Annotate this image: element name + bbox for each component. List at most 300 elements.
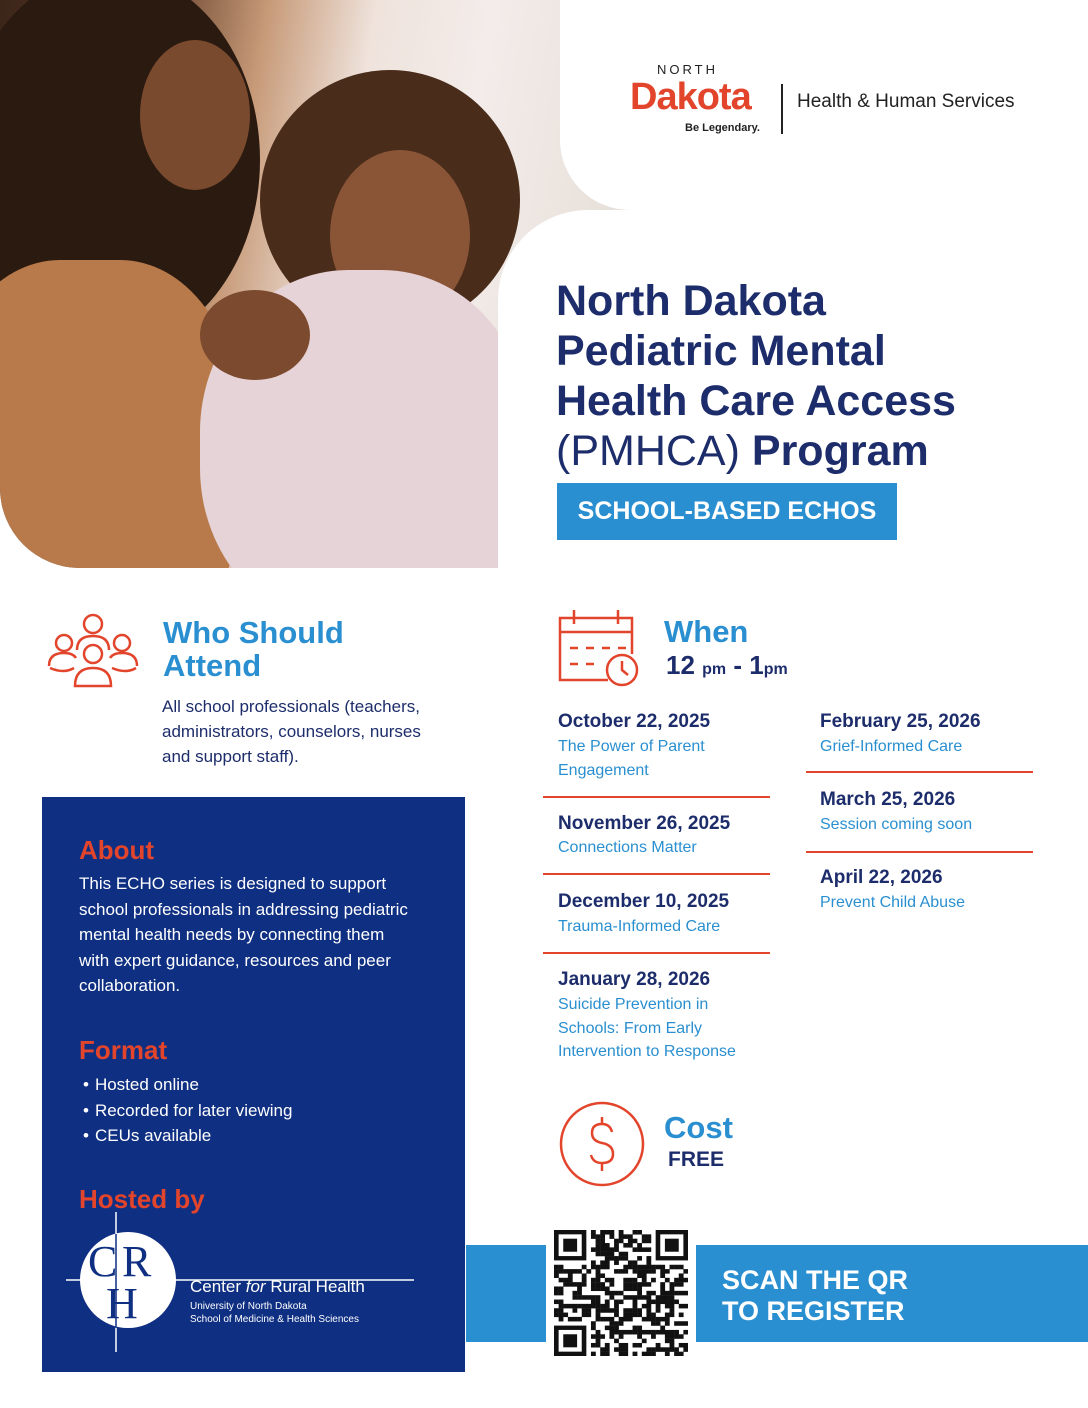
qr-module <box>633 1260 638 1265</box>
qr-module <box>614 1260 619 1265</box>
qr-module <box>609 1252 614 1257</box>
qr-module <box>554 1269 559 1274</box>
qr-module <box>623 1313 628 1318</box>
qr-module <box>591 1260 596 1265</box>
qr-module <box>623 1234 628 1239</box>
qr-module <box>609 1321 614 1326</box>
format-item: • CEUs available <box>83 1123 292 1149</box>
qr-module <box>665 1321 670 1326</box>
qr-module <box>605 1247 610 1252</box>
qr-module <box>660 1300 665 1305</box>
qr-module <box>656 1304 661 1309</box>
qr-module <box>679 1313 684 1318</box>
session-topic: The Power of Parent Engagement <box>558 738 705 779</box>
qr-module <box>596 1234 601 1239</box>
qr-module <box>623 1343 628 1348</box>
qr-module <box>651 1334 656 1339</box>
qr-module <box>651 1291 656 1296</box>
qr-module <box>591 1343 596 1348</box>
qr-module <box>646 1269 651 1274</box>
people-group-icon <box>44 610 142 690</box>
crh-name-part: Rural Health <box>265 1277 365 1296</box>
qr-module <box>670 1304 675 1309</box>
qr-module <box>683 1347 688 1352</box>
qr-module <box>619 1230 624 1235</box>
qr-module <box>623 1278 628 1283</box>
qr-module <box>646 1330 651 1335</box>
qr-module <box>582 1304 587 1309</box>
qr-module <box>614 1291 619 1296</box>
qr-module <box>582 1282 587 1287</box>
session-topic: Connections Matter <box>558 839 697 856</box>
qr-module <box>559 1313 564 1318</box>
qr-module <box>660 1286 665 1291</box>
qr-module <box>596 1343 601 1348</box>
qr-module <box>559 1304 564 1309</box>
qr-module <box>563 1313 568 1318</box>
qr-code[interactable] <box>554 1230 688 1356</box>
qr-module <box>596 1282 601 1287</box>
qr-module <box>614 1313 619 1318</box>
qr-module <box>642 1339 647 1344</box>
qr-module <box>651 1352 656 1356</box>
qr-module <box>623 1308 628 1313</box>
qr-module <box>596 1247 601 1252</box>
qr-module <box>674 1300 679 1305</box>
qr-module <box>591 1282 596 1287</box>
qr-module <box>577 1291 582 1296</box>
time-end: 1 <box>749 650 764 680</box>
qr-module <box>670 1282 675 1287</box>
qr-module <box>600 1317 605 1322</box>
qr-module <box>623 1256 628 1261</box>
qr-module <box>600 1286 605 1291</box>
qr-module <box>596 1252 601 1257</box>
qr-module <box>596 1308 601 1313</box>
qr-module <box>665 1269 670 1274</box>
register-line-2: TO REGISTER <box>722 1296 905 1326</box>
qr-module <box>554 1286 559 1291</box>
session-date: October 22, 2025 <box>558 711 711 732</box>
qr-module <box>582 1308 587 1313</box>
page-title <box>556 276 1056 476</box>
qr-module <box>582 1295 587 1300</box>
qr-module <box>670 1286 675 1291</box>
qr-module <box>577 1282 582 1287</box>
qr-module <box>642 1269 647 1274</box>
qr-module <box>600 1308 605 1313</box>
qr-module <box>596 1300 601 1305</box>
qr-module <box>623 1286 628 1291</box>
qr-module <box>619 1347 624 1352</box>
qr-module <box>596 1295 601 1300</box>
qr-module <box>572 1308 577 1313</box>
qr-module <box>642 1278 647 1283</box>
qr-module <box>633 1269 638 1274</box>
qr-module <box>628 1265 633 1270</box>
qr-module <box>582 1313 587 1318</box>
qr-module <box>674 1282 679 1287</box>
cost-value: FREE <box>668 1148 725 1171</box>
qr-module <box>656 1265 661 1270</box>
qr-module <box>605 1230 610 1235</box>
qr-module <box>605 1304 610 1309</box>
qr-module <box>614 1269 619 1274</box>
qr-module <box>619 1330 624 1335</box>
qr-module <box>651 1330 656 1335</box>
qr-module <box>633 1330 638 1335</box>
qr-module <box>600 1252 605 1257</box>
crh-letter-c: C <box>88 1237 118 1286</box>
session-topic: Session coming soon <box>820 816 973 833</box>
qr-module <box>586 1304 591 1309</box>
session-divider <box>806 771 1033 773</box>
qr-module <box>623 1269 628 1274</box>
register-line-1: SCAN THE QR <box>722 1265 909 1295</box>
qr-module <box>559 1291 564 1296</box>
qr-module <box>637 1265 642 1270</box>
qr-module <box>600 1347 605 1352</box>
session-topic: Grief-Informed Care <box>820 738 963 755</box>
qr-finder <box>563 1334 577 1347</box>
qr-module <box>628 1286 633 1291</box>
title-line-1: North Dakota <box>556 277 826 325</box>
qr-module <box>674 1330 679 1335</box>
qr-module <box>568 1269 573 1274</box>
qr-module <box>637 1326 642 1331</box>
crh-letter-r: R <box>122 1237 152 1286</box>
crh-letter-h: H <box>106 1279 138 1328</box>
qr-module <box>651 1265 656 1270</box>
qr-module <box>605 1278 610 1283</box>
qr-module <box>679 1282 684 1287</box>
qr-module <box>660 1317 665 1322</box>
time-separator: - <box>733 650 743 680</box>
qr-module <box>609 1330 614 1335</box>
qr-module <box>619 1234 624 1239</box>
qr-module <box>614 1239 619 1244</box>
time-end-unit: pm <box>763 661 788 678</box>
qr-module <box>646 1260 651 1265</box>
qr-module <box>646 1347 651 1352</box>
qr-module <box>614 1308 619 1313</box>
qr-module <box>646 1308 651 1313</box>
qr-module <box>633 1282 638 1287</box>
qr-module <box>582 1265 587 1270</box>
qr-module <box>656 1343 661 1348</box>
qr-module <box>614 1256 619 1261</box>
qr-module <box>665 1330 670 1335</box>
qr-module <box>591 1295 596 1300</box>
qr-module <box>642 1282 647 1287</box>
qr-module <box>559 1269 564 1274</box>
qr-module <box>642 1317 647 1322</box>
qr-module <box>679 1278 684 1283</box>
qr-module <box>609 1326 614 1331</box>
qr-module <box>674 1321 679 1326</box>
qr-module <box>559 1300 564 1305</box>
qr-module <box>665 1300 670 1305</box>
qr-module <box>628 1239 633 1244</box>
qr-module <box>665 1291 670 1296</box>
qr-module <box>596 1334 601 1339</box>
qr-module <box>660 1347 665 1352</box>
qr-module <box>586 1313 591 1318</box>
qr-module <box>642 1273 647 1278</box>
qr-module <box>605 1243 610 1248</box>
qr-module <box>605 1352 610 1356</box>
qr-module <box>633 1247 638 1252</box>
qr-module <box>656 1317 661 1322</box>
qr-module <box>679 1265 684 1270</box>
qr-module <box>683 1330 688 1335</box>
register-callout <box>722 1265 962 1327</box>
qr-module <box>679 1343 684 1348</box>
qr-module <box>554 1265 559 1270</box>
who-attend-text: All school professionals (teachers, administrators, counselors, nurses and support staff). <box>162 697 421 766</box>
qr-module <box>633 1265 638 1270</box>
title-line-2: Pediatric Mental <box>556 327 886 375</box>
qr-module <box>600 1352 605 1356</box>
qr-module <box>628 1330 633 1335</box>
qr-module <box>637 1286 642 1291</box>
qr-module <box>591 1326 596 1331</box>
qr-module <box>554 1313 559 1318</box>
qr-module <box>637 1308 642 1313</box>
qr-module <box>600 1265 605 1270</box>
qr-module <box>559 1265 564 1270</box>
qr-module <box>646 1256 651 1261</box>
qr-module <box>563 1269 568 1274</box>
qr-module <box>642 1265 647 1270</box>
qr-module <box>642 1330 647 1335</box>
qr-module <box>642 1247 647 1252</box>
qr-module <box>596 1313 601 1318</box>
session-divider <box>543 873 770 875</box>
qr-module <box>623 1282 628 1287</box>
qr-module <box>619 1291 624 1296</box>
qr-module <box>619 1317 624 1322</box>
qr-module <box>605 1347 610 1352</box>
qr-module <box>637 1269 642 1274</box>
qr-module <box>614 1326 619 1331</box>
qr-module <box>665 1304 670 1309</box>
qr-module <box>670 1265 675 1270</box>
qr-module <box>674 1334 679 1339</box>
crh-org-name <box>190 1277 365 1297</box>
qr-module <box>605 1317 610 1322</box>
qr-module <box>683 1304 688 1309</box>
qr-module <box>679 1304 684 1309</box>
qr-module <box>572 1282 577 1287</box>
qr-module <box>577 1295 582 1300</box>
qr-module <box>563 1278 568 1283</box>
session-topic: Suicide Prevention in Schools: From Early Intervention to Response <box>558 996 736 1060</box>
qr-module <box>600 1234 605 1239</box>
qr-module <box>609 1282 614 1287</box>
qr-module <box>591 1247 596 1252</box>
qr-module <box>670 1339 675 1344</box>
qr-module <box>637 1247 642 1252</box>
about-heading: About <box>79 835 155 865</box>
qr-module <box>633 1308 638 1313</box>
qr-module <box>674 1347 679 1352</box>
qr-module <box>646 1295 651 1300</box>
qr-module <box>623 1347 628 1352</box>
qr-module <box>646 1239 651 1244</box>
qr-module <box>596 1273 601 1278</box>
qr-module <box>614 1247 619 1252</box>
format-item: • Hosted online <box>83 1072 292 1098</box>
qr-module <box>683 1291 688 1296</box>
qr-module <box>665 1352 670 1356</box>
qr-module <box>591 1304 596 1309</box>
crh-name-italic: for <box>245 1277 266 1296</box>
qr-module <box>605 1265 610 1270</box>
qr-module <box>656 1300 661 1305</box>
qr-module <box>660 1295 665 1300</box>
qr-module <box>623 1252 628 1257</box>
qr-module <box>633 1300 638 1305</box>
qr-module <box>619 1269 624 1274</box>
qr-module <box>670 1347 675 1352</box>
qr-module <box>600 1334 605 1339</box>
qr-module <box>591 1321 596 1326</box>
qr-module <box>637 1282 642 1287</box>
qr-module <box>651 1269 656 1274</box>
qr-module <box>646 1282 651 1287</box>
qr-module <box>591 1286 596 1291</box>
qr-module <box>683 1321 688 1326</box>
qr-module <box>568 1273 573 1278</box>
qr-module <box>646 1247 651 1252</box>
crh-university: University of North Dakota <box>190 1301 307 1312</box>
qr-module <box>591 1278 596 1283</box>
qr-module <box>646 1317 651 1322</box>
qr-module <box>642 1234 647 1239</box>
logo-tagline: Be Legendary. <box>685 122 760 134</box>
qr-module <box>646 1300 651 1305</box>
qr-module <box>637 1230 642 1235</box>
qr-module <box>619 1352 624 1356</box>
session-divider <box>543 952 770 954</box>
qr-module <box>600 1304 605 1309</box>
qr-module <box>646 1291 651 1296</box>
qr-finder <box>563 1239 577 1252</box>
qr-module <box>614 1339 619 1344</box>
qr-module <box>559 1317 564 1322</box>
qr-module <box>660 1269 665 1274</box>
qr-module <box>568 1317 573 1322</box>
qr-module <box>591 1230 596 1235</box>
qr-module <box>600 1243 605 1248</box>
qr-module <box>660 1330 665 1335</box>
qr-module <box>605 1252 610 1257</box>
qr-module <box>679 1352 684 1356</box>
qr-module <box>628 1260 633 1265</box>
crh-school: School of Medicine & Health Sciences <box>190 1314 359 1325</box>
qr-module <box>637 1273 642 1278</box>
logo-agency-name: Health & Human Services <box>797 91 1015 112</box>
qr-module <box>596 1339 601 1344</box>
format-item: • Recorded for later viewing <box>83 1098 292 1124</box>
qr-module <box>633 1230 638 1235</box>
session-date: March 25, 2026 <box>820 789 956 810</box>
qr-module <box>619 1300 624 1305</box>
qr-module <box>665 1313 670 1318</box>
qr-module <box>674 1352 679 1356</box>
qr-module <box>605 1256 610 1261</box>
qr-code-frame[interactable] <box>546 1222 696 1364</box>
qr-module <box>683 1278 688 1283</box>
qr-module <box>623 1330 628 1335</box>
qr-module <box>572 1291 577 1296</box>
title-acronym: (PMHCA) <box>556 427 740 475</box>
session-topic: Prevent Child Abuse <box>820 894 965 911</box>
qr-module <box>665 1334 670 1339</box>
qr-module <box>586 1295 591 1300</box>
qr-module <box>637 1295 642 1300</box>
qr-module <box>660 1326 665 1331</box>
qr-module <box>582 1273 587 1278</box>
qr-module <box>651 1321 656 1326</box>
qr-module <box>605 1343 610 1348</box>
qr-module <box>646 1265 651 1270</box>
qr-finder <box>665 1239 679 1252</box>
qr-module <box>591 1234 596 1239</box>
qr-module <box>628 1317 633 1322</box>
qr-module <box>591 1300 596 1305</box>
qr-module <box>670 1313 675 1318</box>
qr-module <box>637 1256 642 1261</box>
logo-divider <box>781 84 783 134</box>
qr-module <box>670 1330 675 1335</box>
qr-module <box>679 1291 684 1296</box>
qr-module <box>679 1334 684 1339</box>
qr-module <box>554 1308 559 1313</box>
qr-module <box>600 1230 605 1235</box>
qr-module <box>665 1339 670 1344</box>
qr-module <box>614 1321 619 1326</box>
qr-module <box>637 1313 642 1318</box>
qr-module <box>633 1304 638 1309</box>
qr-module <box>572 1269 577 1274</box>
qr-module <box>609 1230 614 1235</box>
qr-module <box>559 1286 564 1291</box>
session-divider <box>543 796 770 798</box>
qr-module <box>633 1313 638 1318</box>
qr-module <box>605 1300 610 1305</box>
qr-module <box>651 1347 656 1352</box>
qr-module <box>563 1282 568 1287</box>
qr-module <box>646 1234 651 1239</box>
session-date: April 22, 2026 <box>820 867 943 888</box>
qr-module <box>591 1352 596 1356</box>
qr-module <box>609 1291 614 1296</box>
qr-module <box>596 1265 601 1270</box>
qr-module <box>623 1352 628 1356</box>
qr-module <box>633 1343 638 1348</box>
qr-module <box>623 1265 628 1270</box>
qr-module <box>605 1260 610 1265</box>
qr-module <box>670 1291 675 1296</box>
who-attend-heading: Who Should Attend <box>163 615 344 683</box>
qr-module <box>665 1278 670 1283</box>
cost-heading: Cost <box>664 1110 733 1145</box>
qr-module <box>572 1317 577 1322</box>
qr-module <box>679 1321 684 1326</box>
qr-module <box>633 1286 638 1291</box>
